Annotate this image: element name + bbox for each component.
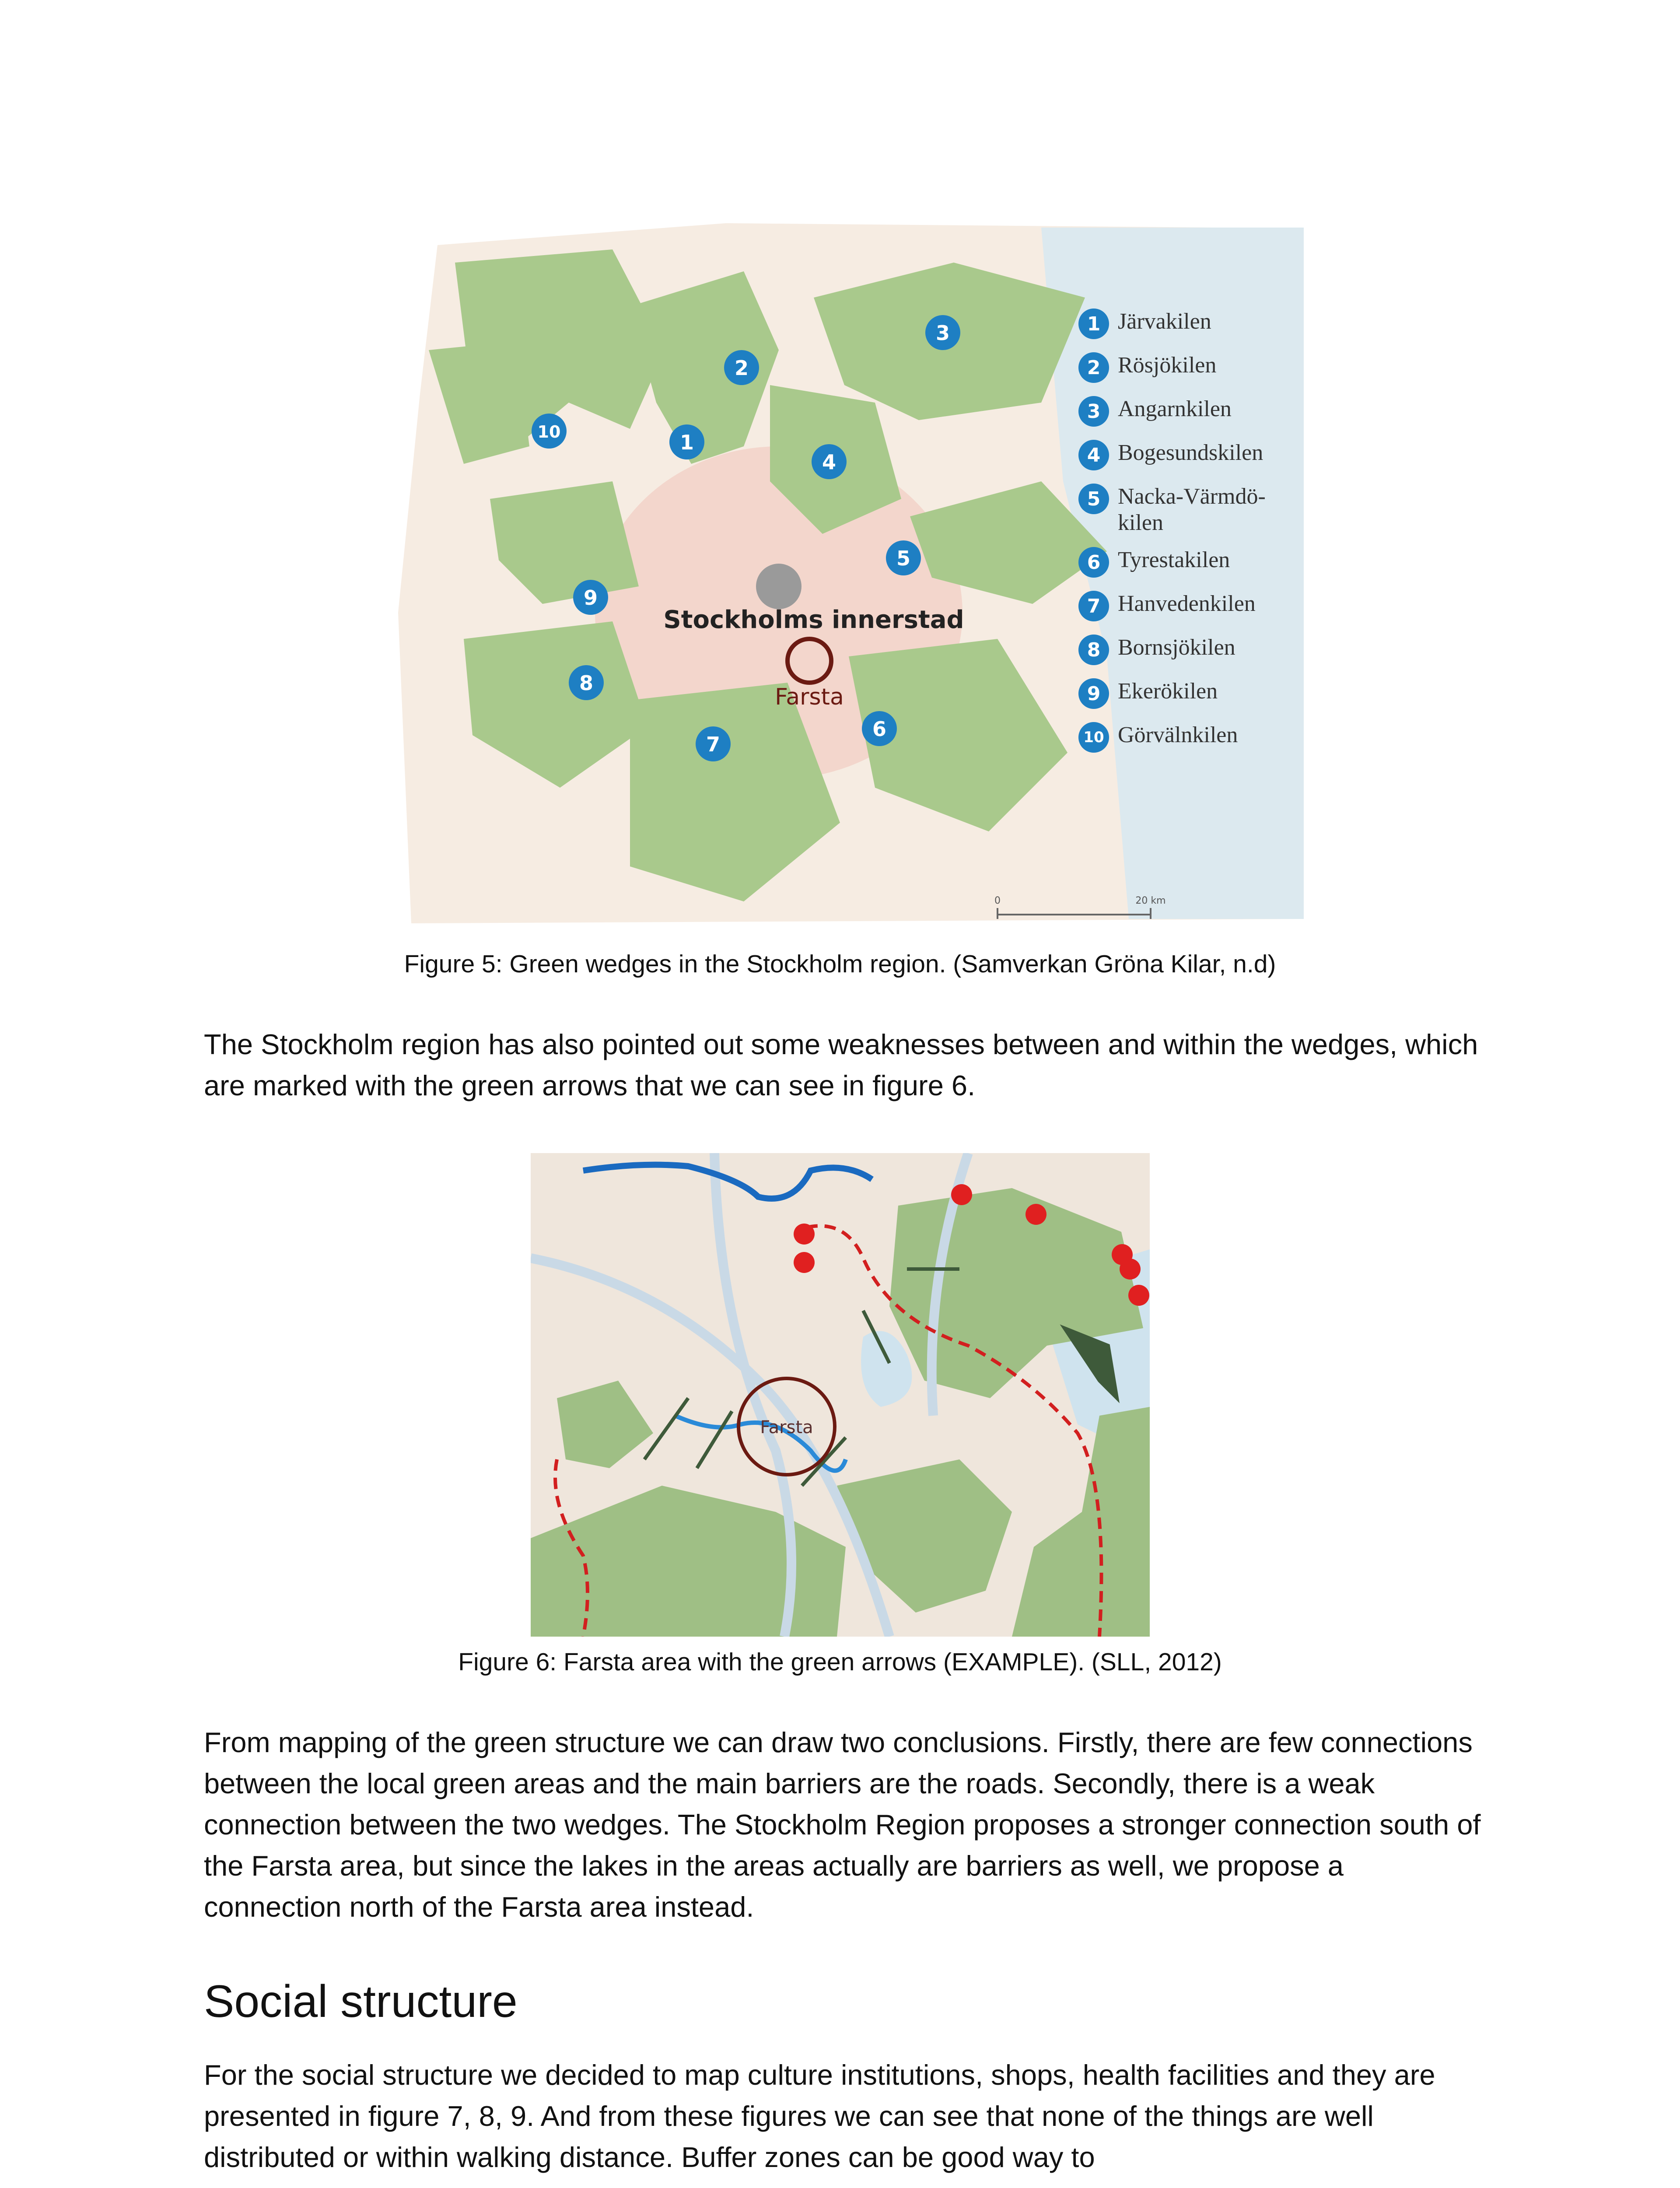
figure-5-caption: Figure 5: Green wedges in the Stockholm region. (Samverkan Gröna Kilar, n.d)	[404, 950, 1276, 978]
svg-text:3: 3	[935, 321, 950, 345]
farsta-area-map	[531, 1153, 1150, 1637]
city-label: Stockholms innerstad	[663, 606, 964, 634]
legend-item-4: 4 Bogesundskilen	[1078, 440, 1302, 470]
svg-text:6: 6	[872, 717, 887, 741]
legend-item-6: 6 Tyrestakilen	[1078, 547, 1302, 578]
red-dot	[1120, 1259, 1141, 1280]
figure-6-caption: Figure 6: Farsta area with the green arrows (EXAMPLE). (SLL, 2012)	[458, 1648, 1222, 1676]
figure-6	[531, 1153, 1150, 1637]
svg-text:4: 4	[822, 450, 836, 474]
svg-text:2: 2	[734, 356, 749, 380]
svg-text:8: 8	[579, 671, 594, 695]
figure-5-legend	[0, 0, 1680, 788]
svg-text:9: 9	[583, 586, 598, 610]
legend-item-5: 5 Nacka-Värmdö-kilen	[1078, 484, 1302, 536]
legend-item-9: 9 Ekerökilen	[1078, 678, 1302, 709]
section-heading: Social structure	[204, 1976, 518, 2027]
red-dot	[951, 1184, 972, 1205]
legend-item-10: 10 Görvälnkilen	[1078, 722, 1302, 753]
paragraph-1: The Stockholm region has also pointed out some weaknesses between and within the wedges, which are marked with the green arrows that we can see in figure 6.	[204, 1028, 1478, 1101]
legend-item-2: 2 Rösjökilen	[1078, 352, 1302, 383]
legend-item-1: 1 Järvakilen	[1078, 309, 1302, 339]
red-dot	[1128, 1285, 1149, 1306]
red-dot	[794, 1224, 815, 1245]
legend-item-3: 3 Angarnkilen	[1078, 396, 1302, 427]
legend-item-8: 8 Bornsjökilen	[1078, 635, 1302, 665]
farsta-label: Farsta	[760, 1417, 813, 1438]
paragraph-3: For the social structure we decided to map culture institutions, shops, health facilities and they are presented in figure 7, 8, 9. And from these figures we can see that none of the things are well distributed or within walking distance. Buffer zones can be good way to	[204, 2059, 1435, 2173]
red-dot	[794, 1252, 815, 1273]
scale-start: 0	[994, 895, 1001, 906]
svg-text:10: 10	[537, 422, 561, 442]
scale-end: 20 km	[1135, 895, 1166, 906]
paragraph-2: From mapping of the green structure we can draw two conclusions. Firstly, there are few connections between the local green areas and the main barriers are the roads. Secondly, there is a weak connection between the two wedges. The Stockholm Region proposes a stronger connection south of the Farsta area, but since the lakes in the areas actually are barriers as well, we propose a connection north of the Farsta area instead.	[204, 1726, 1481, 1923]
svg-text:1: 1	[679, 431, 694, 454]
red-dot	[1026, 1204, 1046, 1225]
farsta-label: Farsta	[775, 684, 844, 710]
svg-text:7: 7	[706, 733, 721, 756]
svg-text:5: 5	[896, 547, 911, 570]
legend-item-7: 7 Hanvedenkilen	[1078, 591, 1302, 621]
